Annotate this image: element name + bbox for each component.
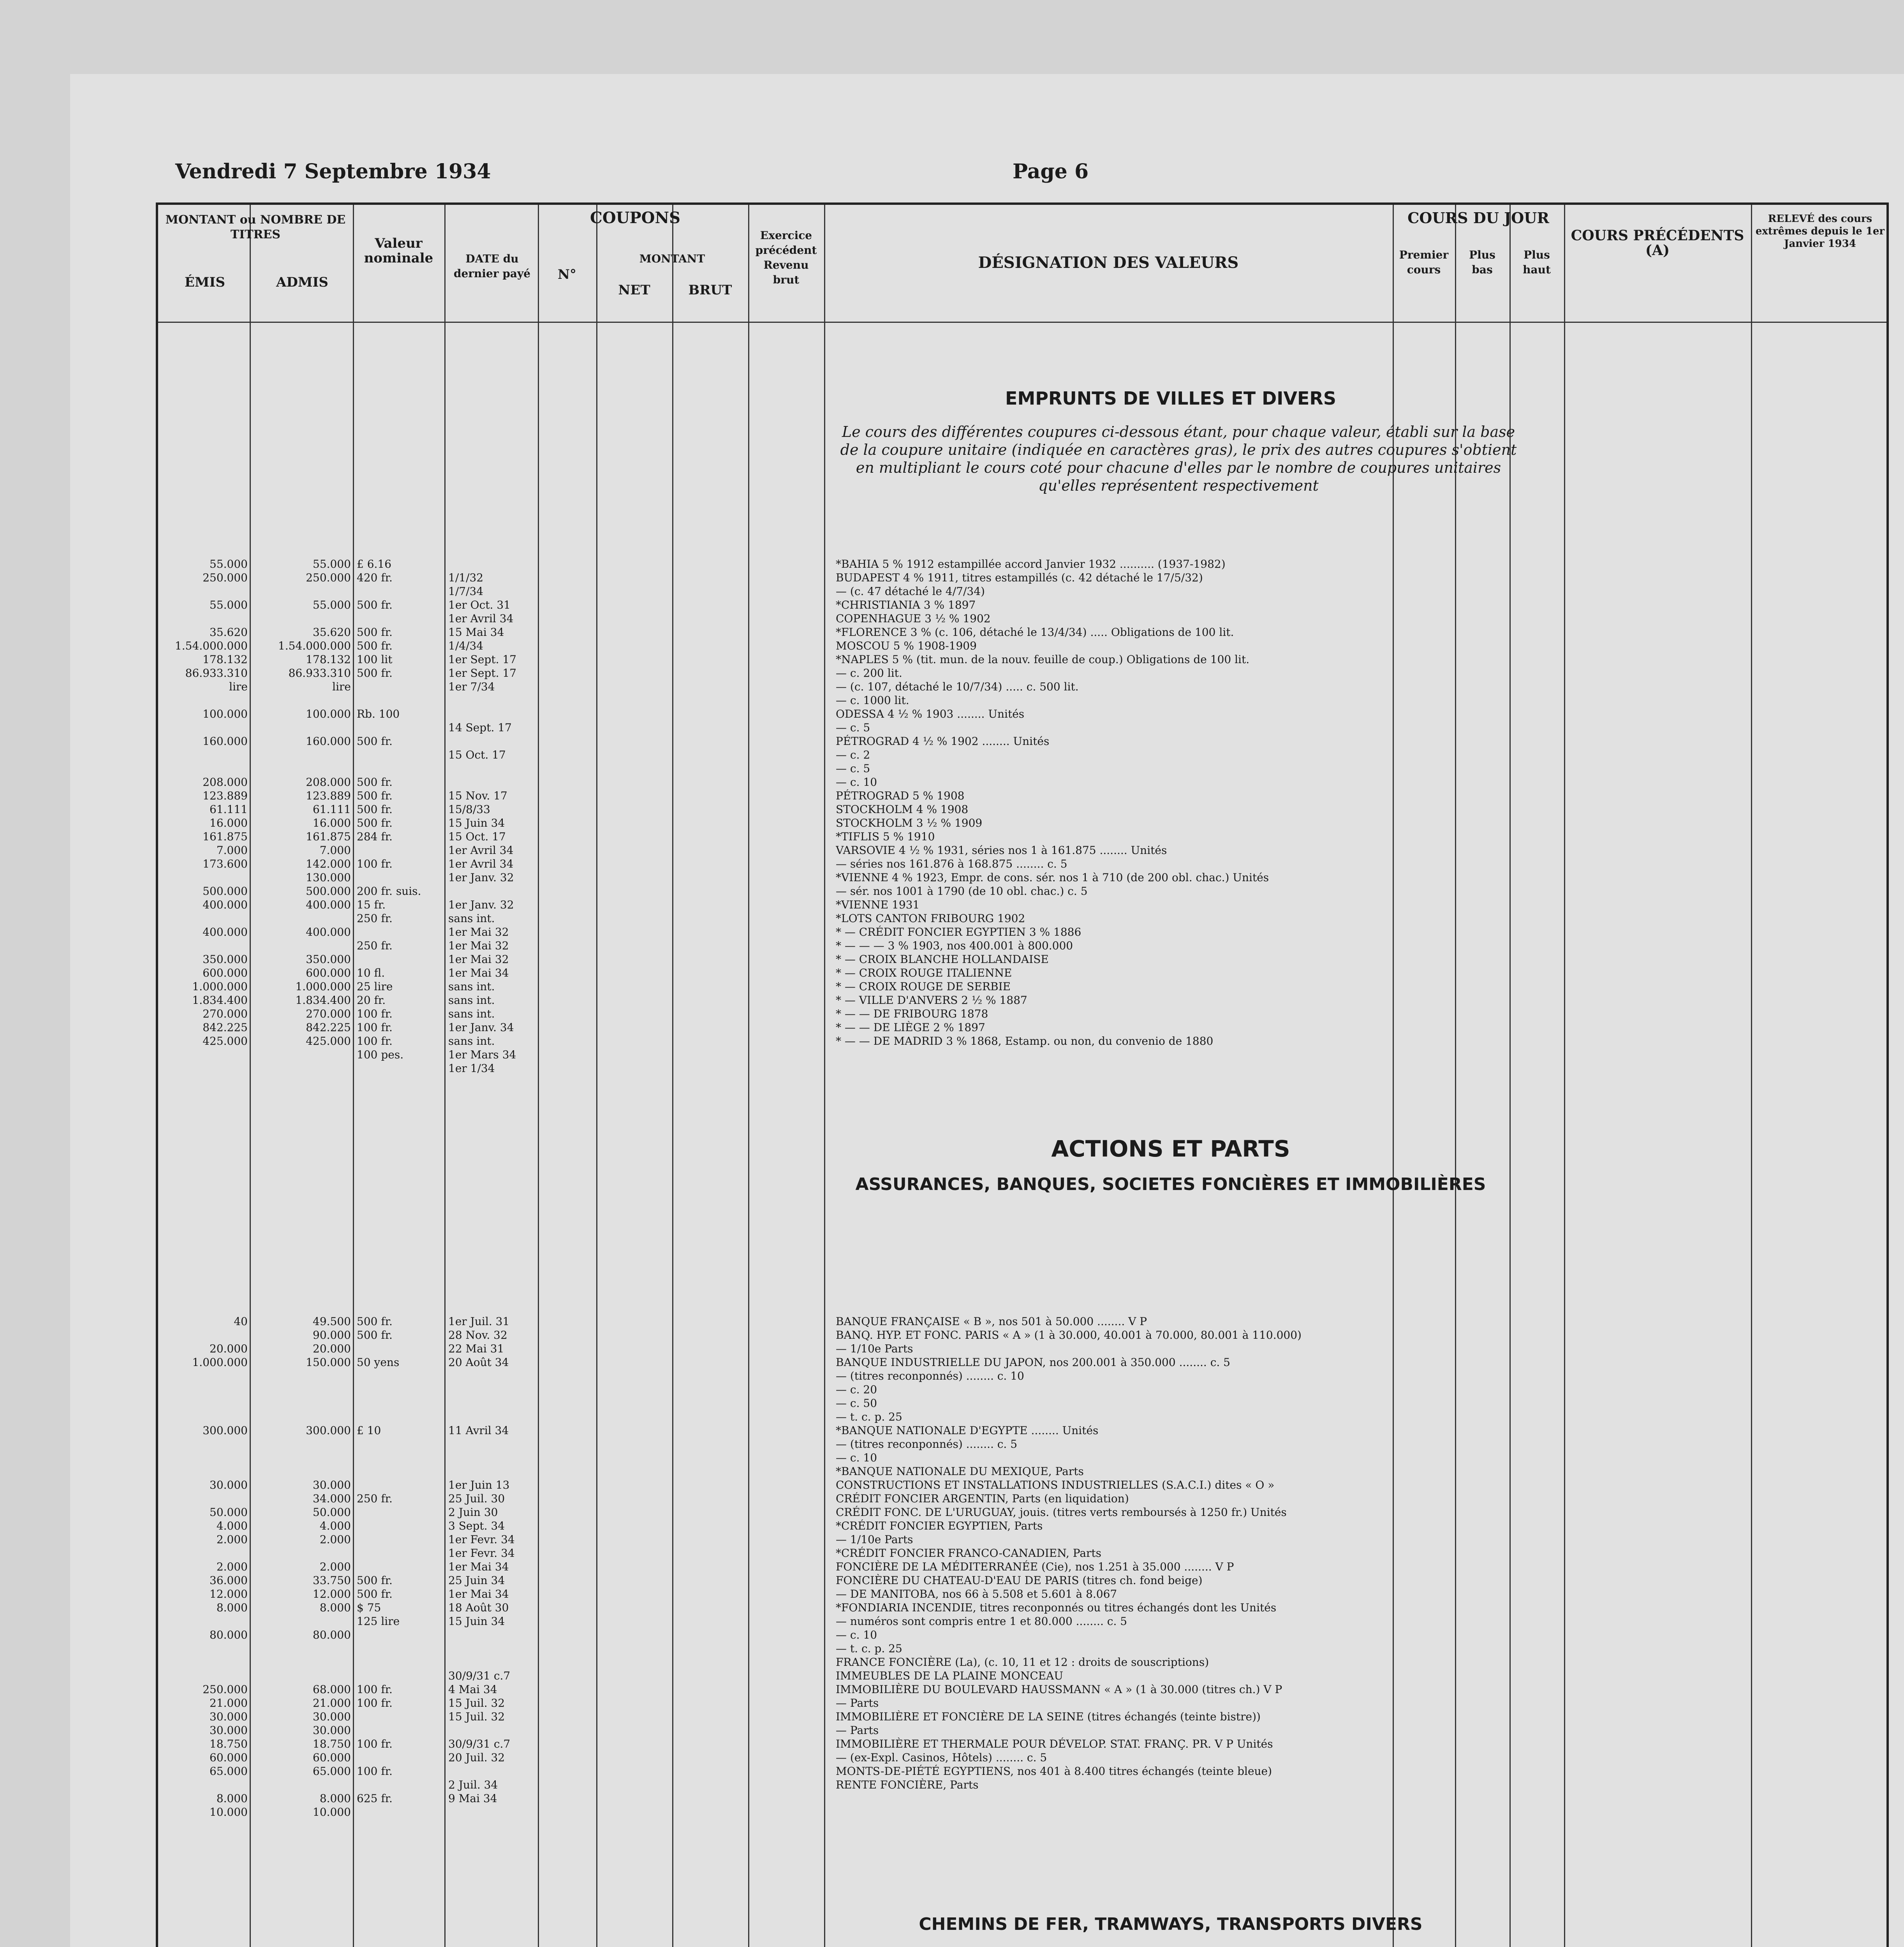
col-exercice: Exercice précédent Revenu brut <box>755 229 817 286</box>
admis-column-emprunts: 55.000 250.000 55.000 35.620 1.54.000.000 178.132 86.933.310 lire 100.000 160.000 208.000 123.889 61.111 16.000 161.875 7.000 142.000 130.000 500.000 400.000 400.000 350.000 600.000 1.000.000 1.834.400 270.000 842.225 425.000 <box>278 558 351 1047</box>
list-item: — (titres reconponnés) ........ c. 10 <box>836 1370 1024 1382</box>
col-divider <box>596 205 597 1947</box>
list-item: *FLORENCE 3 % (c. 106, détaché le 13/4/34) ..... Obligations de 100 lit. <box>836 626 1234 639</box>
col-divider <box>1564 205 1565 1947</box>
list-item: *BANQUE NATIONALE D'EGYPTE ........ Unités <box>836 1424 1099 1437</box>
section-chemins: CHEMINS DE FER, TRAMWAYS, TRANSPORTS DIVERS <box>919 1914 1423 1934</box>
list-item: — c. 20 <box>836 1383 877 1396</box>
col-net: NET <box>618 282 650 298</box>
list-item: MOSCOU 5 % 1908-1909 <box>836 639 977 652</box>
list-item: — (ex-Expl. Casinos, Hôtels) ........ c. 5 <box>836 1751 1047 1764</box>
col-valeur-nominale: Valeur nominale <box>364 236 433 266</box>
list-item: *FONDIARIA INCENDIE, titres reconponnés ou titres échangés dont les Unités <box>836 1601 1277 1614</box>
list-item: — numéros sont compris entre 1 et 80.000 ........ c. 5 <box>836 1615 1127 1628</box>
list-item: *TIFLIS 5 % 1910 <box>836 830 935 843</box>
list-item: CONSTRUCTIONS ET INSTALLATIONS INDUSTRIELLES (S.A.C.I.) dites « O » <box>836 1479 1275 1491</box>
emprunts-list <box>836 557 1459 1048</box>
list-item: ODESSA 4 ½ % 1903 ........ Unités <box>836 708 1025 720</box>
list-item: IMMOBILIÈRE DU BOULEVARD HAUSSMANN « A » (1 à 30.000 (titres ch.) V P <box>836 1683 1282 1696</box>
list-item: — c. 200 lit. <box>836 667 902 680</box>
list-item: *VIENNE 1931 <box>836 898 920 911</box>
list-item: * — — DE LIÈGE 2 % 1897 <box>836 1021 985 1034</box>
list-item: IMMOBILIÈRE ET FONCIÈRE DE LA SEINE (titres échangés (teinte bistre)) <box>836 1710 1261 1723</box>
list-item: — c. 10 <box>836 1451 877 1464</box>
list-item: FONCIÈRE DU CHATEAU-D'EAU DE PARIS (titres ch. fond beige) <box>836 1574 1203 1587</box>
list-item: VARSOVIE 4 ½ % 1931, séries nos 1 à 161.875 ........ Unités <box>836 844 1167 857</box>
list-item: — c. 5 <box>836 762 870 775</box>
list-item: — (c. 47 détaché le 4/7/34) <box>836 585 985 598</box>
page-number: Page 6 <box>1013 160 1089 183</box>
list-item: — c. 50 <box>836 1397 877 1410</box>
list-item: *CRÉDIT FONCIER EGYPTIEN, Parts <box>836 1519 1043 1532</box>
col-divider <box>824 205 825 1947</box>
admis-column-assurances: 49.500 90.000 20.000 150.000 300.000 30.000 34.000 50.000 4.000 2.000 2.000 33.750 12.000 8.000 80.000 68.000 21.000 30.000 30.000 18.750 60.000 65.000 8.000 10.000 <box>306 1315 351 1818</box>
list-item: — DE MANITOBA, nos 66 à 5.508 et 5.601 à 8.067 <box>836 1588 1117 1600</box>
col-cours-precedents: COURS PRÉCÉDENTS (A) <box>1571 227 1744 259</box>
col-divider <box>1751 205 1752 1947</box>
list-item: * — — DE FRIBOURG 1878 <box>836 1007 988 1020</box>
list-item: * — VILLE D'ANVERS 2 ½ % 1887 <box>836 994 1027 1007</box>
col-plus-haut: Plus haut <box>1523 248 1551 276</box>
list-item: *CHRISTIANIA 3 % 1897 <box>836 599 976 611</box>
col-admis: ADMIS <box>276 275 328 290</box>
list-item: PÉTROGRAD 5 % 1908 <box>836 789 965 802</box>
col-divider <box>444 205 446 1947</box>
list-item: — Parts <box>836 1697 879 1709</box>
list-item: — sér. nos 1001 à 1790 (de 10 obl. chac.) c. 5 <box>836 885 1088 898</box>
list-item: — Parts <box>836 1724 879 1737</box>
list-item: — c. 10 <box>836 1628 877 1641</box>
emprunts-note: Le cours des différentes coupures ci-dessous étant, pour chaque valeur, établi sur la base de la coupure unitaire (indiquée en caractères gras), le prix des autres coupures s'obtient en multipliant le cours coté pour chacune d'elles par le nombre de coupures unitaires qu'elles représentent respectivement <box>840 423 1517 494</box>
list-item: — séries nos 161.876 à 168.875 ........ c. 5 <box>836 857 1067 870</box>
list-item: STOCKHOLM 3 ½ % 1909 <box>836 817 983 829</box>
list-item: BUDAPEST 4 % 1911, titres estampillés (c. 42 détaché le 17/5/32) <box>836 571 1203 584</box>
list-item: PÉTROGRAD 4 ½ % 1902 ........ Unités <box>836 735 1050 748</box>
list-item: RENTE FONCIÈRE, Parts <box>836 1778 979 1791</box>
list-item: *BAHIA 5 % 1912 estampillée accord Janvier 1932 .......... (1937-1982) <box>836 558 1226 570</box>
list-item: *NAPLES 5 % (tit. mun. de la nouv. feuille de coup.) Obligations de 100 lit. <box>836 653 1250 666</box>
col-cours-du-jour: COURS DU JOUR <box>1407 209 1549 227</box>
list-item: *BANQUE NATIONALE DU MEXIQUE, Parts <box>836 1465 1084 1478</box>
list-item: *LOTS CANTON FRIBOURG 1902 <box>836 912 1025 925</box>
page-header <box>117 156 1893 199</box>
list-item: MONTS-DE-PIÉTÉ EGYPTIENS, nos 401 à 8.400 titres échangés (teinte bleue) <box>836 1765 1272 1778</box>
list-item: * — CROIX BLANCHE HOLLANDAISE <box>836 953 1049 966</box>
col-divider <box>748 205 749 1947</box>
list-item: IMMOBILIÈRE ET THERMALE POUR DÉVELOP. STAT. FRANÇ. PR. V P Unités <box>836 1738 1273 1750</box>
section-assurances: ASSURANCES, BANQUES, SOCIETES FONCIÈRES ET IMMOBILIÈRES <box>855 1174 1486 1194</box>
page-date: Vendredi 7 Septembre 1934 <box>175 160 491 183</box>
list-item: — (titres reconponnés) ........ c. 5 <box>836 1438 1018 1451</box>
list-item: — c. 10 <box>836 776 877 789</box>
list-item: *CRÉDIT FONCIER FRANCO-CANADIEN, Parts <box>836 1547 1102 1560</box>
list-item: — t. c. p. 25 <box>836 1642 902 1655</box>
col-designation: DÉSIGNATION DES VALEURS <box>978 253 1239 272</box>
col-date-dernier: DATE du dernier payé <box>453 252 531 280</box>
list-item: * — CROIX ROUGE DE SERBIE <box>836 980 1011 993</box>
col-premier-cours: Premier cours <box>1399 248 1449 276</box>
col-plus-bas: Plus bas <box>1469 248 1495 276</box>
col-releve: RELEVÉ des cours extrêmes depuis le 1er Janvier 1934 <box>1755 213 1885 250</box>
nominal-column-emprunts: £ 6.16 420 fr. 500 fr. 500 fr. 500 fr. 100 lit 500 fr. Rb. 100 500 fr. 500 fr. 500 fr. 500 fr. 500 fr. 284 fr. 100 fr. 200 fr. suis. 15 fr. 250 fr. 250 fr. 10 fl. 25 lire 20 fr. 100 fr. 100 fr. 100 fr. 100 pes. <box>357 558 421 1061</box>
quotation-table <box>156 202 1889 1947</box>
list-item: COPENHAGUE 3 ½ % 1902 <box>836 612 991 625</box>
list-item: — t. c. p. 25 <box>836 1410 902 1423</box>
emis-column-emprunts: 55.000 250.000 55.000 35.620 1.54.000.000 178.132 86.933.310 lire 100.000 160.000 208.000 123.889 61.111 16.000 161.875 7.000 173.600 500.000 400.000 400.000 350.000 600.000 1.000.000 1.834.400 270.000 842.225 425.000 <box>174 558 248 1047</box>
col-brut: BRUT <box>688 282 732 298</box>
list-item: BANQUE FRANÇAISE « B », nos 501 à 50.000 ........ V P <box>836 1315 1147 1328</box>
col-divider <box>353 205 354 1947</box>
list-item: — 1/10e Parts <box>836 1342 913 1355</box>
section-emprunts: EMPRUNTS DE VILLES ET DIVERS <box>1005 388 1336 409</box>
col-montant: MONTANT ou NOMBRE DE TITRES <box>165 213 346 241</box>
emis-column-assurances: 40 20.000 1.000.000 300.000 30.000 50.000 4.000 2.000 2.000 36.000 12.000 8.000 80.000 250.000 21.000 30.000 30.000 18.750 60.000 65.000 8.000 10.000 <box>192 1315 248 1818</box>
list-item: — c. 5 <box>836 721 870 734</box>
list-item: FONCIÈRE DE LA MÉDITERRANÉE (Cie), nos 1.251 à 35.000 ........ V P <box>836 1560 1234 1573</box>
list-item: — 1/10e Parts <box>836 1533 913 1546</box>
list-item: *VIENNE 4 % 1923, Empr. de cons. sér. nos 1 à 710 (de 200 obl. chac.) Unités <box>836 871 1269 884</box>
list-item: — (c. 107, détaché le 10/7/34) ..... c. 500 lit. <box>836 680 1079 693</box>
list-item: BANQ. HYP. ET FONC. PARIS « A » (1 à 30.000, 40.001 à 70.000, 80.001 à 110.000) <box>836 1329 1302 1341</box>
date-column-assurances: 1er Juil. 31 28 Nov. 32 22 Mai 31 20 Août 34 11 Avril 34 1er Juin 13 25 Juil. 30 2 Juin 30 3 Sept. 34 1er Fevr. 34 1er Fevr. 34 1er Mai 34 25 Juin 34 1er Mai 34 18 Août 30 15 Juin 34 30/9/31 c.7 4 Mai 34 15 Juil. 32 15 Juil. 32 30/9/31 c.7 20 Juil. 32 2 Juil. 34 9 Mai 34 <box>448 1315 515 1805</box>
nominal-column-assurances: 500 fr. 500 fr. 50 yens £ 10 250 fr. 500 fr. 500 fr. $ 75 125 lire 100 fr. 100 fr. 100 fr. 100 fr. 625 fr. <box>357 1315 400 1805</box>
col-divider <box>538 205 539 1947</box>
assurances-list <box>836 1315 1459 1792</box>
date-column-emprunts: 1/1/32 1/7/34 1er Oct. 31 1er Avril 34 15 Mai 34 1/4/34 1er Sept. 17 1er Sept. 17 1er 7/34 14 Sept. 17 15 Oct. 17 15 Nov. 17 15/8/33 15 Juin 34 15 Oct. 17 1er Avril 34 1er Avril 34 1er Janv. 32 1er Janv. 32 sans int. 1er Mai 32 1er Mai 32 1er Mai 32 1er Mai 34 sans int. sans int. sans int. 1er Janv. 34 sans int. 1er Mars 34 1er 1/34 <box>448 571 517 1075</box>
list-item: BANQUE INDUSTRIELLE DU JAPON, nos 200.001 à 350.000 ........ c. 5 <box>836 1356 1230 1369</box>
section-actions: ACTIONS ET PARTS <box>1051 1135 1290 1162</box>
list-item: * — — DE MADRID 3 % 1868, Estamp. ou non, du convenio de 1880 <box>836 1035 1214 1047</box>
list-item: CRÉDIT FONC. DE L'URUGUAY, jouis. (titres verts remboursés à 1250 fr.) Unités <box>836 1506 1287 1519</box>
list-item: * — CROIX ROUGE ITALIENNE <box>836 966 1012 979</box>
list-item: IMMEUBLES DE LA PLAINE MONCEAU <box>836 1669 1063 1682</box>
col-montant-coupon: MONTANT <box>639 252 705 265</box>
list-item: STOCKHOLM 4 % 1908 <box>836 803 969 816</box>
col-emis: ÉMIS <box>184 275 225 290</box>
list-item: * — — — 3 % 1903, nos 400.001 à 800.000 <box>836 939 1073 952</box>
list-item: — c. 2 <box>836 748 870 761</box>
header-divider <box>158 322 1886 323</box>
list-item: FRANCE FONCIÈRE (La), (c. 10, 11 et 12 : droits de souscriptions) <box>836 1656 1209 1669</box>
col-divider <box>250 205 251 1947</box>
col-divider <box>672 205 673 1947</box>
list-item: — c. 1000 lit. <box>836 694 909 707</box>
col-coupons: COUPONS <box>590 209 680 227</box>
list-item: * — CRÉDIT FONCIER EGYPTIEN 3 % 1886 <box>836 926 1081 938</box>
list-item: CRÉDIT FONCIER ARGENTIN, Parts (en liquidation) <box>836 1492 1129 1505</box>
col-no: N° <box>557 267 577 282</box>
